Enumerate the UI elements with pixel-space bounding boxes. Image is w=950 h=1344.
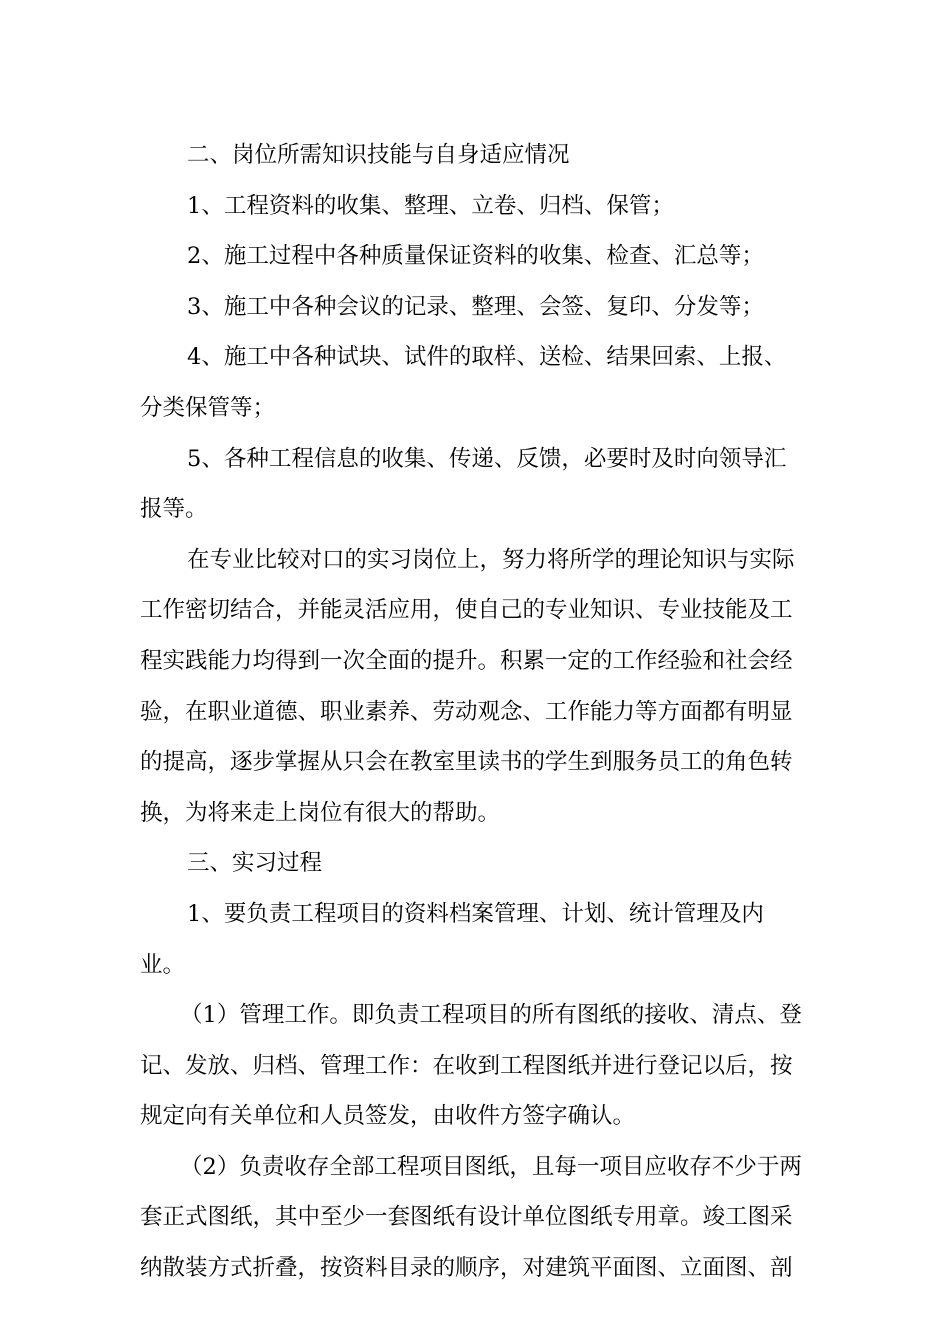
body-paragraph-summary: 在专业比较对口的实习岗位上，努力将所学的理论知识与实际工作密切结合，并能灵活应用，使自己的专业知识、专业技能及工程实践能力均得到一次全面的提升。积累一定的工作经验和社会经验，在职业道德、职业素养、劳动观念、工作能力等方面都有明显的提高，逐步掌握从只会在教室里读书的学生到服务员工的角色转换，为将来走上岗位有很大的帮助。	[140, 546, 795, 826]
process-item-1: 1、要负责工程项目的资料档案管理、计划、统计管理及内业。	[140, 900, 764, 978]
list-item-1: 1、工程资料的收集、整理、立卷、归档、保管；	[187, 192, 674, 219]
document-body	[140, 130, 808, 1294]
sub-item-1: （1）管理工作。即负责工程项目的所有图纸的接收、清点、登记、发放、归档、管理工作：在收到工程图纸并进行登记以后，按规定向有关单位和人员签发，由收件方签字确认。	[140, 1002, 802, 1130]
section-heading-internship-process: 三、实习过程	[187, 850, 323, 877]
sub-item-2: （2）负责收存全部工程项目图纸，且每一项目应收存不少于两套正式图纸，其中至少一套图纸有设计单位图纸专用章。竣工图采纳散装方式折叠，按资料目录的顺序，对建筑平面图、立面图、剖	[140, 1153, 802, 1282]
list-item-5: 5、各种工程信息的收集、传递、反馈，必要时及时向领导汇报等。	[140, 445, 787, 523]
section-heading-job-skills: 二、岗位所需知识技能与自身适应情况	[187, 142, 570, 168]
list-item-4: 4、施工中各种试块、试件的取样、送检、结果回索、上报、分类保管等；	[140, 344, 787, 421]
list-item-2: 2、施工过程中各种质量保证资料的收集、检查、汇总等；	[187, 243, 764, 270]
list-item-3: 3、施工中各种会议的记录、整理、会签、复印、分发等；	[187, 293, 764, 320]
